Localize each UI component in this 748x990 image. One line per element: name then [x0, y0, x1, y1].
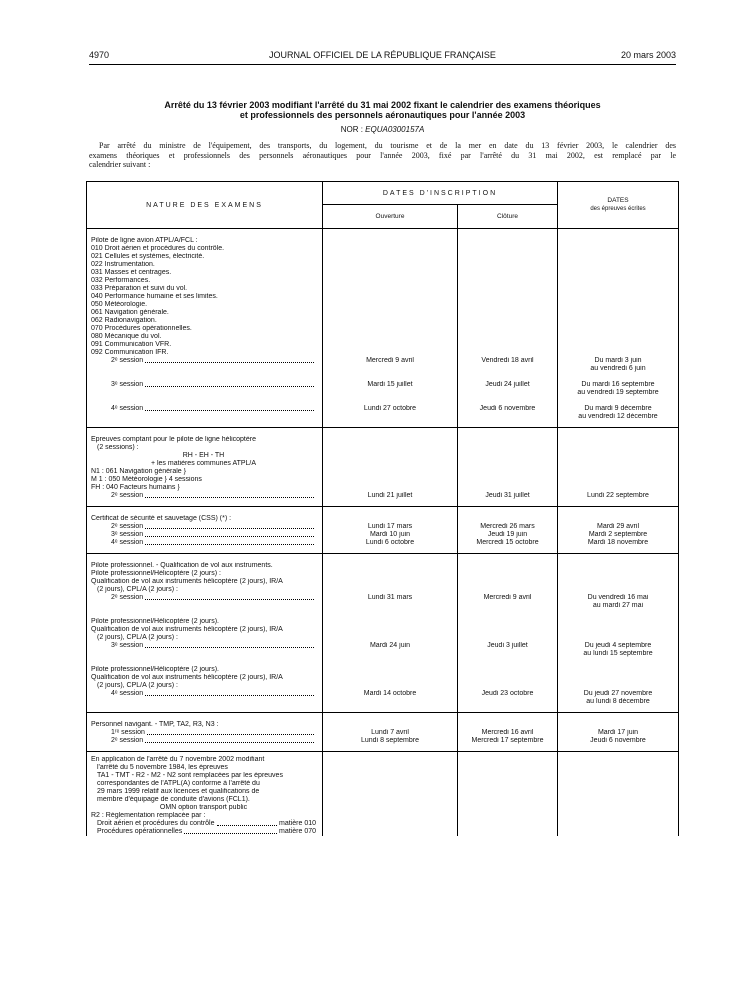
intro-line: Par arrêté du ministre de l'équipement, des transports, du logement, du tourisme et de la mer en date du 13 février 2003, le calendrier des	[99, 141, 676, 150]
session-line	[91, 531, 316, 539]
exam-date: au vendredi 6 juin	[590, 365, 646, 372]
header-cloture: Clôture	[458, 205, 558, 229]
cell-dates	[558, 713, 679, 752]
cell-nature	[87, 229, 323, 428]
session-label: 3ᵉ session	[111, 531, 144, 538]
nor-label: NOR :	[340, 125, 363, 134]
cell-nature	[87, 507, 323, 554]
decree-title-line: Arrêté du 13 février 2003 modifiant l'arrêté du 31 mai 2002 fixant le calendrier des examens théoriques	[164, 100, 601, 110]
exam-line: (2 jours), CPL/A (2 jours) :	[97, 682, 178, 689]
table-body	[87, 229, 679, 837]
cell-cloture	[458, 554, 558, 713]
session-label: 2ᵉ session	[111, 523, 144, 530]
decree-title	[89, 100, 676, 120]
cell-ouverture	[323, 713, 458, 752]
exam-date: au vendredi 19 septembre	[577, 389, 659, 396]
exam-line: Qualification de vol aux instruments hélicoptère (2 jours), IR/A	[91, 626, 283, 633]
matiere-code: matière 010	[279, 820, 316, 827]
journal-title: JOURNAL OFFICIEL DE LA RÉPUBLIQUE FRANÇAISE	[269, 50, 496, 60]
exam-line: RH - EH - TH	[182, 452, 225, 459]
cell-cloture	[458, 428, 558, 507]
table-row	[87, 428, 679, 507]
cloture-date: Mercredi 26 mars	[480, 523, 535, 530]
cloture-date: Jeudi 3 juillet	[487, 642, 528, 649]
exam-line: 032 Performances.	[91, 277, 151, 284]
cloture-date: Jeudi 31 juillet	[485, 492, 530, 499]
intro-paragraph	[89, 141, 676, 170]
leader-dots	[145, 642, 314, 648]
exam-date: Du jeudi 4 septembre	[584, 642, 652, 649]
leader-dots	[145, 594, 314, 600]
cell-cloture	[458, 229, 558, 428]
exam-line: 021 Cellules et systèmes, électricité.	[91, 253, 205, 260]
session-line	[91, 381, 316, 389]
session-line	[91, 690, 316, 698]
exam-date: Mardi 18 novembre	[587, 539, 649, 546]
session-label: 2ᵉ session	[111, 737, 144, 744]
exam-line: Personnel navigant. - TMP, TA2, R3, N3 :	[91, 721, 219, 728]
cloture-date: Mercredi 17 septembre	[471, 737, 544, 744]
exam-line: 033 Préparation et suivi du vol.	[91, 285, 188, 292]
ouverture-date: Lundi 21 juillet	[367, 492, 413, 499]
exam-line: En application de l'arrêté du 7 novembre 2002 modifiant	[91, 756, 265, 763]
cell-cloture	[458, 713, 558, 752]
table-row	[87, 713, 679, 752]
cell-ouverture	[323, 229, 458, 428]
exam-date: Du mardi 16 septembre	[581, 381, 655, 388]
cell-nature	[87, 713, 323, 752]
leader-dots	[184, 828, 277, 834]
session-label: 2ᵉ session	[111, 357, 144, 364]
session-label: 4ᵉ session	[111, 539, 144, 546]
matiere-label: Procédures opérationnelles	[97, 828, 183, 835]
exam-date: Jeudi 6 novembre	[590, 737, 646, 744]
ouverture-date: Mercredi 9 avril	[366, 357, 414, 364]
header-dates-title: DATES	[607, 197, 629, 204]
cloture-date: Jeudi 24 juillet	[485, 381, 530, 388]
exam-line: 070 Procédures opérationnelles.	[91, 325, 192, 332]
session-label: 2ᵉ session	[111, 492, 144, 499]
session-line	[91, 523, 316, 531]
exam-date: Lundi 22 septembre	[587, 492, 649, 499]
exam-line: 080 Mécanique du vol.	[91, 333, 162, 340]
exam-line: M 1 : 050 Météorologie } 4 sessions	[91, 476, 202, 483]
session-label: 1ʳᵉ session	[111, 729, 145, 736]
cloture-date: Mercredi 16 avril	[481, 729, 534, 736]
leader-dots	[147, 729, 314, 735]
exam-line: membre d'équipage de conduite d'avions (FCL1).	[97, 796, 250, 803]
ouverture-date: Lundi 8 septembre	[361, 737, 419, 744]
leader-dots	[145, 381, 314, 387]
exam-line: Epreuves comptant pour le pilote de ligne hélicoptère	[91, 436, 256, 443]
matiere-line	[91, 820, 316, 828]
cell-empty	[323, 752, 458, 837]
header-ouverture: Ouverture	[323, 205, 458, 229]
cell-dates	[558, 507, 679, 554]
header-dates-subtitle: des épreuves écrites	[590, 206, 646, 212]
exam-line: Certificat de sécurité et sauvetage (CSS) (*) :	[91, 515, 232, 522]
matiere-line	[91, 828, 316, 836]
session-line	[91, 729, 316, 737]
exam-line: Pilote professionnel. - Qualification de vol aux instruments.	[91, 562, 273, 569]
exam-line: correspondantes de l'ATPL(A) conforme à l'arrêté du	[97, 780, 260, 787]
exam-line: R2 : Réglementation remplacée par :	[91, 812, 206, 819]
leader-dots	[145, 531, 314, 537]
nor-value: EQUA0300157A	[365, 125, 425, 134]
session-line	[91, 642, 316, 650]
exam-date: Mardi 29 avril	[596, 523, 639, 530]
cell-empty	[458, 752, 558, 837]
header-dates	[558, 182, 679, 229]
ouverture-date: Mardi 14 octobre	[363, 690, 417, 697]
exam-line: 022 Instrumentation.	[91, 261, 155, 268]
decree-title-line: et professionnels des personnels aéronautiques pour l'année 2003	[239, 110, 526, 120]
cell-nature	[87, 554, 323, 713]
cell-nature	[87, 752, 323, 837]
session-label: 3ᵉ session	[111, 642, 144, 649]
exam-line: Qualification de vol aux instruments hélicoptère (2 jours), IR/A	[91, 578, 283, 585]
exam-calendar-table	[86, 181, 679, 836]
session-line	[91, 594, 316, 602]
ouverture-date: Lundi 31 mars	[367, 594, 413, 601]
page-number: 4970	[89, 50, 110, 60]
exam-line: (2 jours), CPL/A (2 jours) :	[97, 634, 178, 641]
cell-ouverture	[323, 428, 458, 507]
ouverture-date: Mardi 24 juin	[369, 642, 411, 649]
exam-line: 040 Performance humaine et ses limites.	[91, 293, 218, 300]
intro-line: calendrier suivant :	[89, 160, 151, 169]
exam-line: 091 Communication VFR.	[91, 341, 172, 348]
header-inscription: DATES D'INSCRIPTION	[323, 182, 558, 205]
matiere-label: Droit aérien et procédures du contrôle	[97, 820, 215, 827]
matiere-code: matière 070	[279, 828, 316, 835]
cell-cloture	[458, 507, 558, 554]
table-row	[87, 507, 679, 554]
issue-date: 20 mars 2003	[620, 50, 676, 60]
session-label: 3ᵉ session	[111, 381, 144, 388]
cloture-date: Mercredi 15 octobre	[476, 539, 539, 546]
exam-line: FH : 040 Facteurs humains }	[91, 484, 180, 491]
exam-line: (2 jours), CPL/A (2 jours) :	[97, 586, 178, 593]
cloture-date: Jeudi 19 juin	[487, 531, 528, 538]
ouverture-date: Mardi 15 juillet	[367, 381, 413, 388]
exam-date: au lundi 8 décembre	[586, 698, 650, 705]
leader-dots	[145, 523, 314, 529]
session-line	[91, 539, 316, 547]
exam-line: Pilote professionnel/Hélicoptère (2 jours) :	[91, 570, 221, 577]
exam-date: Mardi 17 juin	[597, 729, 639, 736]
exam-date: Du vendredi 16 mai	[587, 594, 649, 601]
cell-empty	[558, 752, 679, 837]
cell-nature	[87, 428, 323, 507]
session-line	[91, 737, 316, 745]
ouverture-date: Lundi 6 octobre	[365, 539, 415, 546]
exam-date: au mardi 27 mai	[592, 602, 644, 609]
table-row	[87, 229, 679, 428]
nor-reference	[89, 125, 676, 134]
leader-dots	[217, 820, 278, 826]
cloture-date: Vendredi 18 avril	[481, 357, 534, 364]
exam-date: Du mardi 9 décembre	[584, 405, 652, 412]
exam-line: Pilote de ligne avion ATPL/A/FCL :	[91, 237, 198, 244]
exam-line: 092 Communication IFR.	[91, 349, 169, 356]
exam-date: Mardi 2 septembre	[588, 531, 648, 538]
exam-line: OMN option transport public	[159, 804, 248, 811]
exam-line: Pilote professionnel/Hélicoptère (2 jours).	[91, 666, 220, 673]
ouverture-date: Lundi 7 avril	[371, 729, 409, 736]
cell-dates	[558, 554, 679, 713]
ouverture-date: Mardi 10 juin	[369, 531, 411, 538]
leader-dots	[145, 539, 314, 545]
exam-line: + les matières communes ATPL/A	[150, 460, 257, 467]
intro-line: examens théoriques et professionnels des personnels aéronautiques pour l'année 2003, fixé par l'arrêté du 31 mai 2002, est remplacé par le	[89, 150, 676, 160]
cloture-date: Jeudi 23 octobre	[481, 690, 534, 697]
table-row	[87, 752, 679, 837]
leader-dots	[145, 492, 314, 498]
cell-dates	[558, 229, 679, 428]
exam-line: TA1 - TMT - R2 - M2 - N2 sont remplacées par les épreuves	[97, 772, 283, 779]
exam-line: Qualification de vol aux instruments hélicoptère (2 jours), IR/A	[91, 674, 283, 681]
session-label: 4ᵉ session	[111, 405, 144, 412]
leader-dots	[145, 690, 314, 696]
exam-line: N1 : 061 Navigation générale }	[91, 468, 186, 475]
exam-date: Du jeudi 27 novembre	[583, 690, 653, 697]
exam-line: 062 Radionavigation.	[91, 317, 157, 324]
cloture-date: Mercredi 9 avril	[483, 594, 532, 601]
exam-line: l'arrêté du 5 novembre 1984, les épreuves	[97, 764, 228, 771]
session-line	[91, 405, 316, 413]
exam-line: 050 Météorologie.	[91, 301, 148, 308]
cell-ouverture	[323, 507, 458, 554]
leader-dots	[145, 405, 314, 411]
exam-line: Pilote professionnel/Hélicoptère (2 jours).	[91, 618, 220, 625]
ouverture-date: Lundi 17 mars	[367, 523, 413, 530]
session-label: 4ᵉ session	[111, 690, 144, 697]
cell-dates	[558, 428, 679, 507]
session-label: 2ᵉ session	[111, 594, 144, 601]
cell-ouverture	[323, 554, 458, 713]
header-nature: NATURE DES EXAMENS	[87, 182, 323, 229]
exam-line: 061 Navigation générale.	[91, 309, 169, 316]
table-row	[87, 554, 679, 713]
exam-line: (2 sessions) :	[97, 444, 139, 451]
exam-line: 031 Masses et centrages.	[91, 269, 172, 276]
exam-line: 010 Droit aérien et procédures du contrôle.	[91, 245, 225, 252]
leader-dots	[145, 357, 314, 363]
exam-date: au lundi 15 septembre	[583, 650, 653, 657]
session-line	[91, 357, 316, 365]
session-line	[91, 492, 316, 500]
exam-date: Du mardi 3 juin	[594, 357, 642, 364]
exam-date: au vendredi 12 décembre	[578, 413, 658, 420]
ouverture-date: Lundi 27 octobre	[363, 405, 417, 412]
cloture-date: Jeudi 6 novembre	[479, 405, 536, 412]
page-header	[89, 50, 676, 65]
leader-dots	[145, 737, 314, 743]
exam-line: 29 mars 1999 relatif aux licences et qualifications de	[97, 788, 260, 795]
